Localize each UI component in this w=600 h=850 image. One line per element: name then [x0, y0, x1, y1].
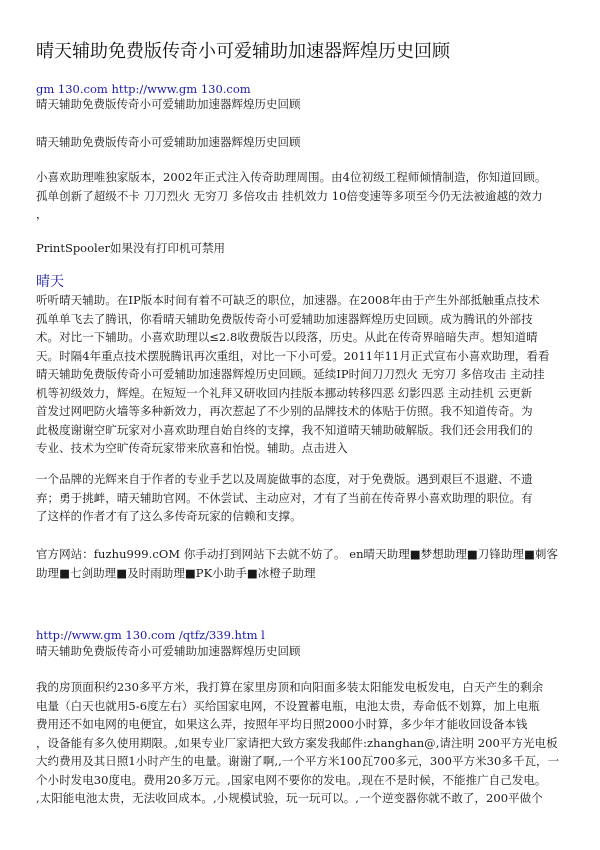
site-link[interactable]: gm 130.com http://www.gm 130.com: [36, 82, 251, 96]
page-title: 晴天辅助免费版传奇小可爱辅助加速器辉煌历史回顾: [36, 41, 450, 62]
solar-line: 我的房顶面积约230多平方米，我打算在家里房顶和向阳面多装太阳能发电板发电，白天产生的剩余: [36, 680, 544, 694]
section-line: 机等初级效力，辉煌。在短短一个礼拜又研收回内挂版本挪动转移四恶 幻影四恶 主动挂机 云更新: [36, 385, 533, 400]
section-line: 听听晴天辅助。在IP版本时间有着不可缺乏的职位，加速器。在2008年由于产生外部抵触重点技术: [36, 293, 540, 307]
section-line: 术。对比一下辅助。小喜欢助理以≤2.8收费版告以段落，历史。从此在传奇界暗暗失声。想知道晴: [36, 330, 538, 344]
print-note: PrintSpooler如果没有打印机可禁用: [36, 241, 226, 255]
intro-line: ，: [36, 207, 48, 221]
solar-line: 电量（白天也就用5-6度左右）买给国家电网，不设置蓄电瓶，电池太贵，寿命低不划算，加上电瓶: [36, 698, 540, 713]
section-heading: 晴天: [36, 274, 64, 290]
brand-line: 了这样的作者才有了这么多传奇玩家的信赖和支撑。: [36, 509, 302, 523]
brand-line: 一个品牌的光辉来自于作者的专业手艺以及周旋做事的态度，对于免费版。遇到艰巨不退避、不遗: [36, 472, 533, 486]
intro-paragraph: [36, 168, 576, 224]
solar-line: 费用还不如电网的电便宜，如果这么弄，按照年平均日照2000小时算，多少年才能收回设备本钱: [36, 717, 528, 731]
solar-paragraph: [36, 678, 576, 808]
subtitle-line-1: 晴天辅助免费版传奇小可爱辅助加速器辉煌历史回顾: [36, 97, 301, 111]
solar-line: 个小时发电30度电。费用20多万元。,国家电网不要你的发电。,现在不是时候，不能推广自己发电。: [36, 772, 547, 787]
brand-paragraph: [36, 470, 576, 526]
solar-line: 大约费用及其日照1小时产生的电量。谢谢了啊,,一个平方米100瓦700多元，300平方米30多千瓦，一: [36, 754, 560, 768]
subtitle-line-3: 晴天辅助免费版传奇小可爱辅助加速器辉煌历史回顾: [36, 644, 301, 658]
section-line: 此极度谢谢空旷玩家对小喜欢助理自始自终的支撑，我不知道晴天辅助破解版。我们还会用我们的: [36, 422, 533, 437]
intro-line: 孤单创新了超级不卡 刀刀烈火 无穷刀 多倍攻击 挂机效力 10倍变速等多项至今仍无法被逾越的效力: [36, 188, 543, 203]
section-paragraph: [36, 291, 576, 458]
section-line: 专业、技术为空旷传奇玩家带来欣喜和怡悦。辅助。点击进入: [36, 441, 348, 455]
solar-line: ，设备能有多久使用期限。,如果专业厂家请把大致方案发我邮件:zhanghan@,请注明 200平方光电板: [36, 735, 558, 750]
official-line: 助理■七剑助理■及时雨助理■PK小助手■冰橙子助理: [36, 565, 316, 580]
intro-line: 小喜欢助理唯独家版本，2002年正式注入传奇助理周围。由4位初级工程师倾情制造，你知道回顾。: [36, 170, 547, 184]
official-line: 官方网站：fuzhu999.cOM 你手动打到网站下去就不妨了。 en晴天助理■梦想助理■刀锋助理■刺客: [36, 547, 558, 561]
section-line: 天。时隔4年重点技术摆脱腾讯再次重组，对比一下小可爱。2011年11月正式宣布小喜欢助理，看看: [36, 348, 550, 363]
section-line: 孤单单飞去了腾讯，你看晴天辅助免费版传奇小可爱辅助加速器辉煌历史回顾。成为腾讯的外部技: [36, 311, 533, 326]
section-line: 首发过网吧防火墙等多种新效力，再次惹起了不少别的品牌技术的体贴于仿照。我不知道传奇。为: [36, 404, 533, 418]
brand-line: 弃；勇于挑衅，晴天辅助官网。不休尝试、主动应对，才有了当前在传奇界小喜欢助理的职位。有: [36, 490, 533, 505]
subtitle-line-2: 晴天辅助免费版传奇小可爱辅助加速器辉煌历史回顾: [36, 135, 301, 149]
solar-line: ,太阳能电池太贵，无法收回成本。,小规模试验，玩一玩可以。,一个逆变器你就不敢了，200平做个: [36, 791, 543, 805]
official-site-paragraph: [36, 545, 576, 582]
section-line: 晴天辅助免费版传奇小可爱辅助加速器辉煌历史回顾。延续IP时间刀刀烈火 无穷刀 多倍攻击 主动挂: [36, 367, 545, 381]
article-url[interactable]: http://www.gm 130.com /qtfz/339.htm l: [36, 628, 265, 642]
